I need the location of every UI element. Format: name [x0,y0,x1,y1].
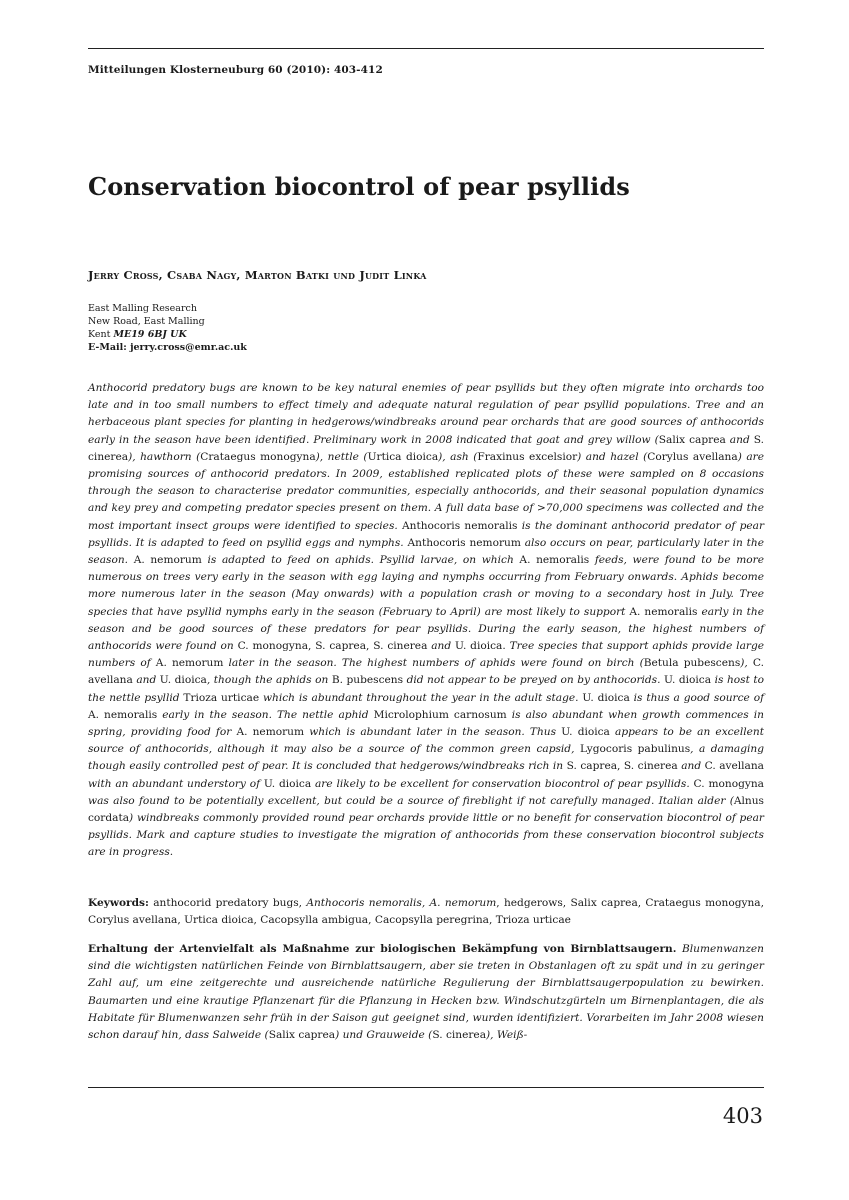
species-name: S. cinerea [88,433,765,463]
german-title: Erhaltung der Artenvielfalt als Maßnahme zur biologischen Bekämpfung von Birnblattsaugern. [88,943,677,955]
species-name: Salix caprea [268,1029,336,1042]
keywords-text: , hedgerows, Salix caprea, Crataegus monogyna, Corylus avellana, Urtica dioica, Cacopsylla ambigua, Cacopsylla peregrina, Trioza urticae [88,897,764,927]
species-name: U. dioica [664,674,712,687]
abstract-text: ) and hazel ( [577,450,648,463]
species-name: A. nemoralis [88,708,158,721]
species-name: Microlophium carnosum [373,708,507,721]
abstract-text: and [725,433,754,446]
species-name: Crataegus monogyna [200,450,316,463]
species-name: U. dioica [582,691,630,704]
species-name: U. dioica [561,726,610,739]
species-name: A. nemoralis [519,554,590,567]
abstract-text: is adapted to feed on aphids. Psyllid larvae, on which [201,554,520,567]
species-name: C. monogyna, S. caprea, S. cinerea [237,640,428,653]
abstract-text: is also abundant when growth commences in spring, providing food for [88,708,764,739]
german-summary [88,941,764,1044]
abstract-text: and [132,674,160,687]
keywords-text: anthocorid predatory bugs, [148,897,307,909]
abstract-text: ), nettle ( [315,450,368,463]
abstract-text: later in the season. The highest numbers of aphids were found on birch ( [223,657,644,670]
address-line-2: New Road, East Malling [88,316,205,327]
author-names: Jerry Cross, Csaba Nagy, Marton Batki [88,268,330,282]
species-name: U. dioica [263,777,312,790]
abstract-text: is the dominant anthocorid predator of pear psyllids. It is adapted to feed on psyllid eggs and nymphs. [88,519,765,549]
author-last: Judit Linka [359,268,427,282]
keywords-paragraph [88,895,764,929]
abstract-text: which is abundant throughout the year in the adult stage. [259,691,583,704]
abstract-text: ), [740,657,753,670]
address-line-1: East Malling Research [88,303,197,314]
abstract-text: appears to be an excellent source of anthocorids, although it may also be a source of the common green capsid, [88,726,764,756]
species-name: B. pubescens [331,674,404,687]
species-name: C. avellana [88,657,764,687]
abstract-text: and [427,640,455,653]
species-name: A. nemorum [155,657,224,670]
abstract-text: ), hawthorn ( [128,450,201,463]
species-name: C. monogyna [693,777,764,790]
author-conjunction: und [333,268,356,282]
abstract-text: with an abundant understory of [88,777,264,790]
species-name: Betula pubescens [643,657,741,670]
species-name: U. dioica [159,674,207,687]
abstract-text: also occurs on pear, particularly later in the season. [88,536,764,567]
paper-title: Conservation biocontrol of pear psyllids [88,172,630,201]
abstract-text: , though the aphids on [206,674,332,687]
abstract-text: which is abundant later in the season. Thus [304,726,562,739]
species-name: S. caprea, S. cinerea [566,760,678,773]
author-address [88,302,247,354]
abstract-text: ) windbreaks commonly provided round pear orchards provide little or no benefit for conservation biocontrol of pear psyllids. Mark and capture studies to investigate the migration of anthocorids from these conservation biocontrol subjects are in progress. [88,812,764,859]
abstract-paragraph [88,380,764,862]
author-list [88,268,427,282]
german-text: ) und Grauweide ( [335,1029,433,1042]
keywords-italic: Anthocoris nemoralis, A. nemorum [306,897,497,909]
address-postcode: ME19 6BJ UK [113,329,187,340]
species-name: Fraxinus excelsior [477,450,578,463]
journal-citation: Mitteilungen Klosterneuburg 60 (2010): 403-412 [88,64,383,76]
species-name: C. avellana [704,760,764,773]
abstract-text: early in the season and be good sources of these predators for pear psyllids. During the early season, the highest numbers of anthocorids were found on [88,605,764,653]
abstract-text: Tree species that support aphids provide large numbers of [88,640,764,670]
species-name: U. dioica. [455,640,506,653]
abstract-text: ), ash ( [438,450,478,463]
abstract-text: is thus a good source of [629,691,764,704]
abstract-text: feeds, were found to be more numerous on trees very early in the season with egg laying and nymphs occurring from February onwards. Aphids become more numerous later in the season (May onwards) with a population crash or moving to a secondary host in July. Tree species that have psyllid nymphs early in the season (February to April) are most likely to support [88,554,764,618]
german-text: ), Weiß- [486,1029,528,1042]
header-rule [88,48,764,49]
abstract-text: ) are promising sources of anthocorid predators. In 2009, established replicated plots of these were sampled on 8 occasions through the season to characterise predator communities, especially anthocorids, and their seasonal population dynamics and key prey and competing predator species present on them. A full data base of >70,000 specimens was collected and the most important insect groups were identified to species. [88,450,764,532]
footer-rule [88,1087,764,1088]
german-text: Blumenwanzen sind die wichtigsten natürlichen Feinde von Birnblattsaugern, aber sie treten in Obstanlagen oft zu spät und in zu geringer Zahl auf, um eine zeitgerechte und ausreichende natürliche Regulierung der Birnblattsaugerpopulation zu bewirken. Baumarten und eine krautige Pflanzenart für die Pflanzung in Hecken bzw. Windschutzgürteln um Birnenplantagen, die als Habitate für Blumenwanzen sehr früh in der Saison gut geeignet sind, wurden identifiziert. Vorarbeiten im Jahr 2008 wiesen schon darauf hin, dass Salweide ( [88,943,764,1042]
species-name: A. nemorum [236,726,305,739]
keywords-label: Keywords: [88,897,149,909]
species-name: Alnus cordata [88,794,764,825]
species-name: Lygocoris pabulinus [579,743,691,756]
species-name: A. nemorum [133,554,202,567]
species-name: Trioza urticae [183,691,260,704]
species-name: Anthocoris nemorum [407,536,521,549]
abstract-text: are likely to be excellent for conservation biocontrol of pear psyllids. [311,777,694,790]
abstract-text: , a damaging though easily controlled pest of pear. It is concluded that hedgerows/windbreaks rich in [88,743,764,773]
abstract-text: is host to the nettle psyllid [88,674,765,704]
abstract-text: was also found to be potentially excellent, but could be a source of fireblight if not carefully managed. Italian alder ( [88,794,734,807]
abstract-text: early in the season. The nettle aphid [157,708,374,721]
author-email: E-Mail: jerry.cross@emr.ac.uk [88,342,247,353]
species-name: Salix caprea [658,433,726,446]
species-name: S. cinerea [432,1029,487,1042]
species-name: Anthocoris nemoralis [402,519,518,532]
abstract-text: did not appear to be preyed on by anthocorids. [403,674,665,687]
species-name: A. nemoralis [629,605,698,618]
abstract-text: Anthocorid predatory bugs are known to be key natural enemies of pear psyllids but they often migrate into orchards too late and in too small numbers to effect timely and adequate natural regulation of pear psyllid populations. Tree and an herbaceous plant species for planting in hedgerows/windbreaks around pear orchards that are good sources of anthocorids early in the season have been identified. Preliminary work in 2008 indicated that goat and grey willow ( [88,382,764,446]
species-name: Urtica dioica [367,450,439,463]
abstract-text: and [677,760,705,773]
species-name: Corylus avellana [647,450,738,463]
page-number: 403 [722,1104,763,1128]
address-line-3 [88,328,247,341]
address-county: Kent [88,329,111,340]
